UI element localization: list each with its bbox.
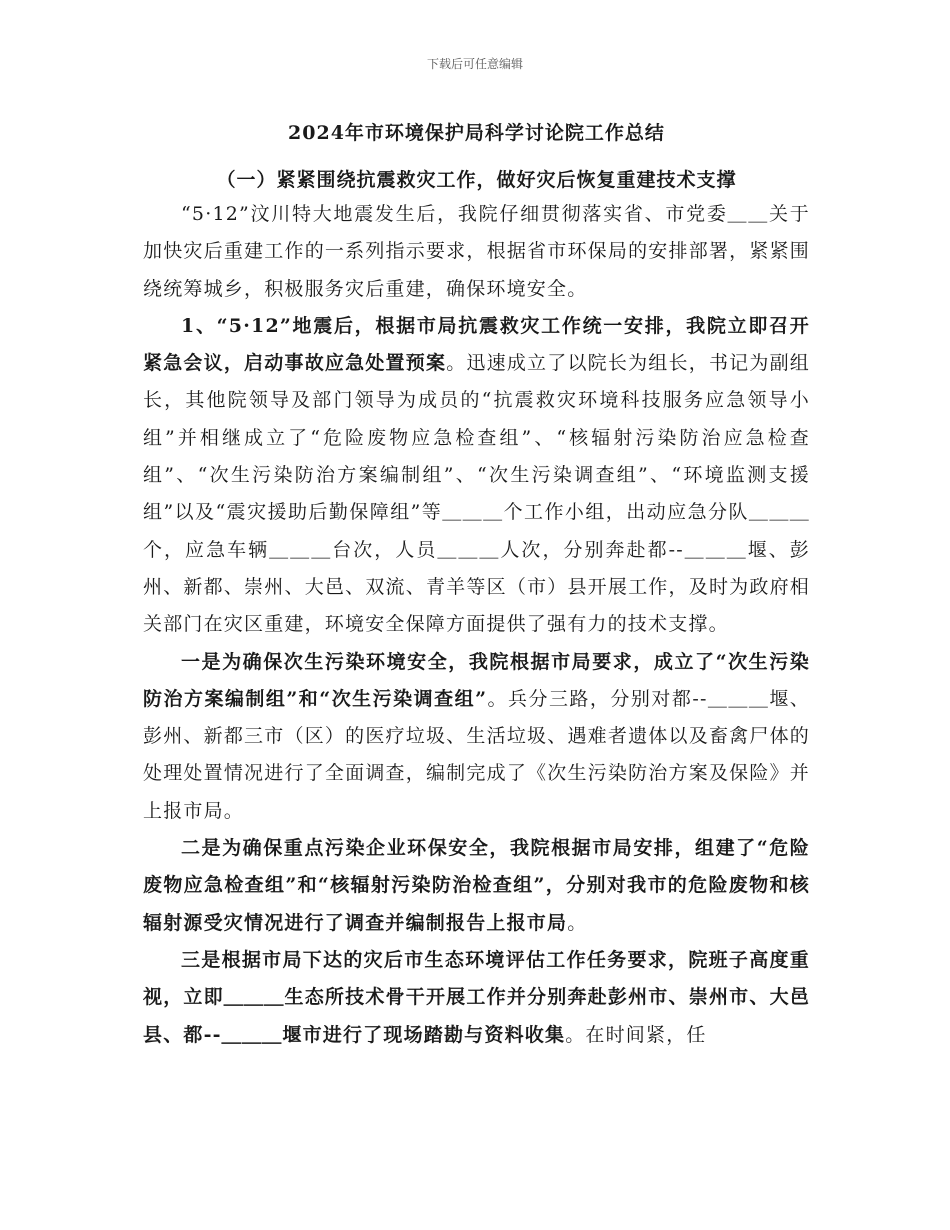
paragraph-4 [143,942,810,1054]
paragraph-1 [143,308,810,644]
paragraph-4-lead: 三是根据市局下达的灾后市生态环境评估工作任务要求，院班子高度重视，立即＿＿＿生态所技术骨干开展工作并分别奔赴彭州市、崇州市、大邑县、都--＿＿＿堰市进行了现场踏勘与资料收集 [143,948,810,1046]
paragraph-3-lead: 二是为确保重点污染企业环保安全，我院根据市局安排，组建了“危险废物应急检查组”和“核辐射污染防治检查组”，分别对我市的危险废物和核辐射源受灾情况进行了调查并编制报告上报市局 [143,837,810,934]
paragraph-3 [143,830,810,942]
section-heading: （一）紧紧围绕抗震救灾工作，做好灾后恢复重建技术支撑 [216,169,737,191]
paragraph-4-body: 。在时间紧，任 [565,1023,707,1046]
paragraph-2-body: 。兵分三路，分别对都--＿＿＿堰、彭州、新都三市（区）的医疗垃圾、生活垃圾、遇难者遗体以及畜禽尸体的处理处置情况进行了全面调查，编制完成了《次生污染防治方案及保险》并上报市局。 [143,687,810,822]
document-body [143,118,810,1054]
paragraph-2 [143,644,810,830]
paragraph-3-body: 。 [567,911,588,934]
paragraph-intro: “5·12”汶川特大地震发生后，我院仔细贯彻落实省、市党委＿＿关于加快灾后重建工作的一系列指示要求，根据省市环保局的安排部署，紧紧围绕统筹城乡，积极服务灾后重建，确保环境安全。 [143,203,810,300]
paragraph-1-body: 。迅速成立了以院长为组长，书记为副组长，其他院领导及部门领导为成员的“抗震救灾环境科技服务应急领导小组”并相继成立了“危险废物应急检查组”、“核辐射污染防治应急检查组”、“次生污染防治方案编制组”、“次生污染调查组”、“环境监测支援组”以及“震灾援助后勤保障组”等＿＿＿个工作小组，出动应急分队＿＿＿个，应急车辆＿＿＿台次，人员＿＿＿人次，分别奔赴都--＿＿＿堰、彭州、新都、崇州、大邑、双流、青羊等区（市）县开展工作，及时为政府相关部门在灾区重建，环境安全保障方面提供了强有力的技术支撑。 [143,352,810,636]
header-note: 下载后可任意编辑 [426,57,523,71]
paragraph-1-lead: 1、“5·12”地震后，根据市局抗震救灾工作统一安排，我院立即召开紧急会议，启动事故应急处置预案 [143,314,810,375]
paragraph-2-lead: 一是为确保次生污染环境安全，我院根据市局要求，成立了“次生污染防治方案编制组”和“次生污染调查组” [143,650,810,710]
document-title: 2024年市环境保护局科学讨论院工作总结 [288,122,665,144]
